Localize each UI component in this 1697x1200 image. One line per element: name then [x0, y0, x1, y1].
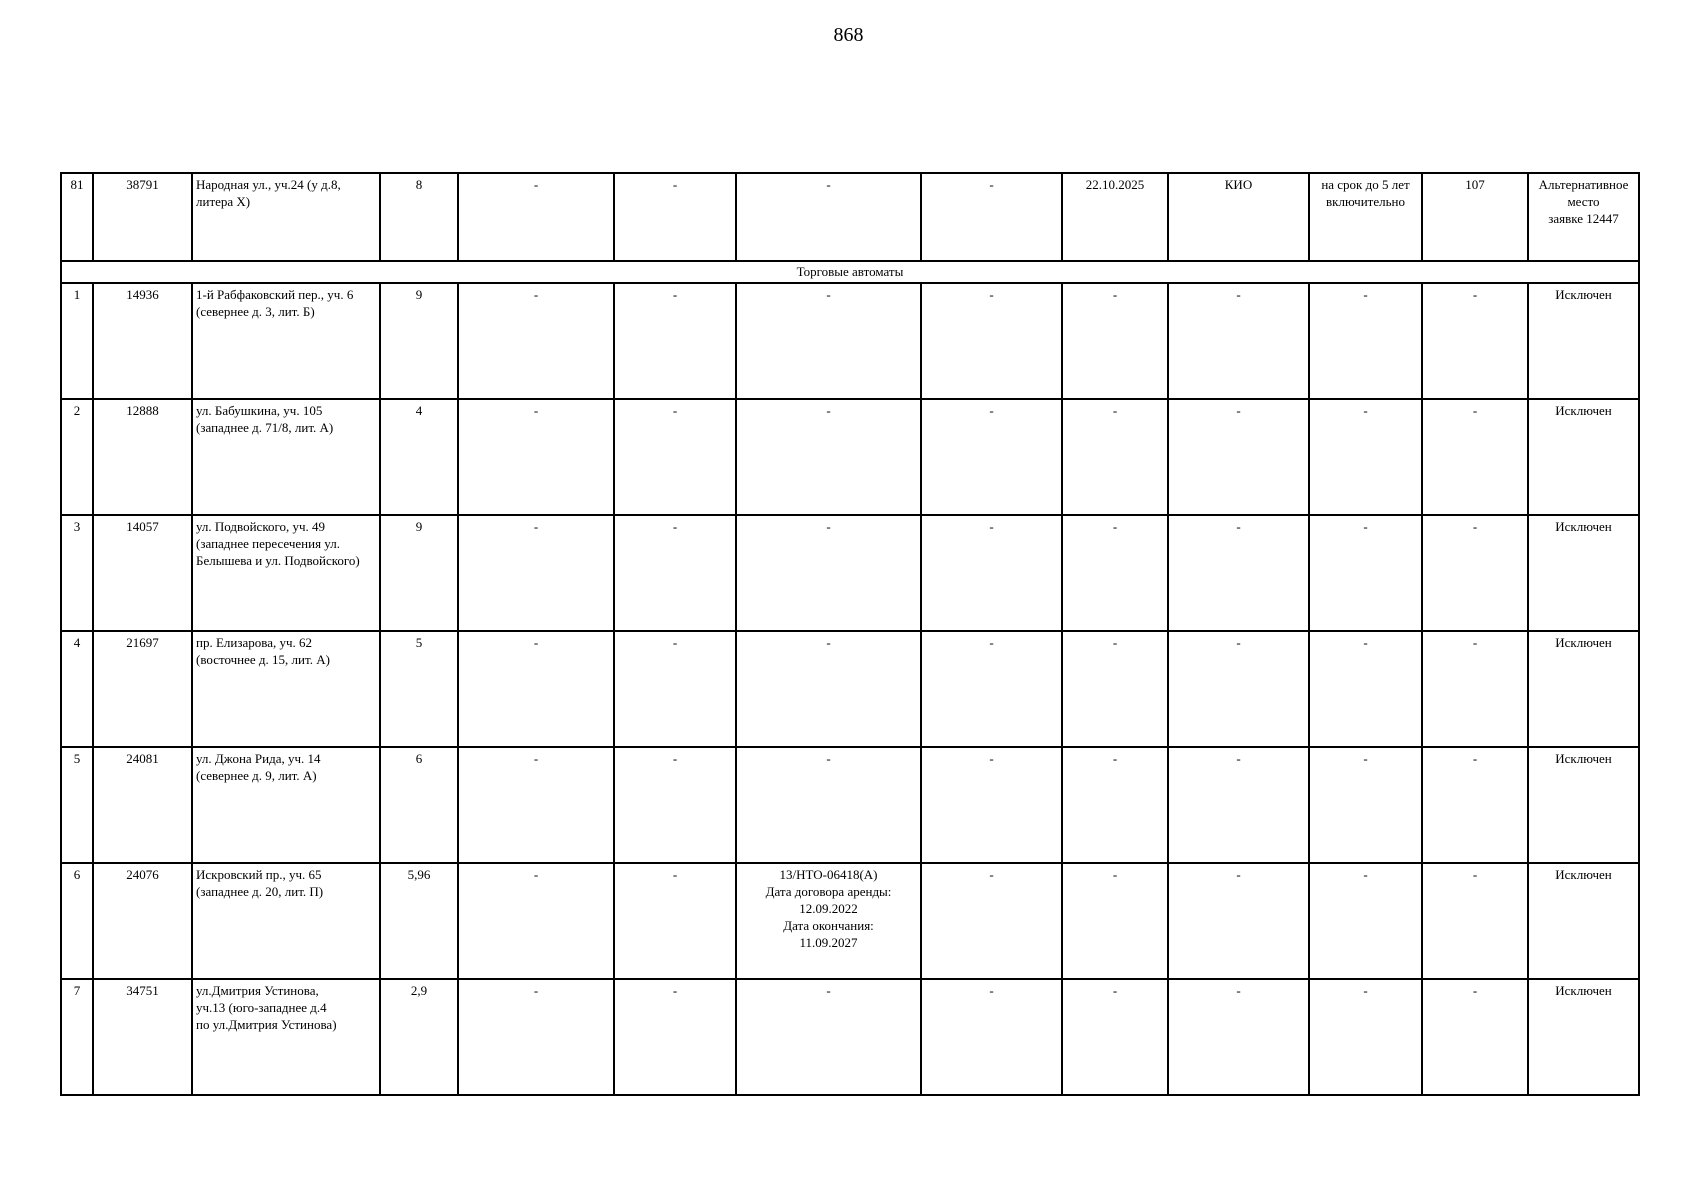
status-cell: Альтернативное место заявке 12447	[1528, 173, 1639, 261]
date-cell: -	[1062, 979, 1168, 1095]
term-cell: -	[1309, 515, 1422, 631]
num-cell: 1	[61, 283, 93, 399]
authority-cell: -	[1168, 399, 1309, 515]
status-cell: Исключен	[1528, 863, 1639, 979]
col8-cell: -	[921, 863, 1062, 979]
status-cell: Исключен	[1528, 399, 1639, 515]
status-cell: Исключен	[1528, 747, 1639, 863]
col6-cell: -	[614, 173, 736, 261]
table-row	[61, 283, 1639, 399]
term-cell: -	[1309, 863, 1422, 979]
area-cell: 5	[380, 631, 458, 747]
col6-cell: -	[614, 515, 736, 631]
col6-cell: -	[614, 283, 736, 399]
date-cell: -	[1062, 747, 1168, 863]
table-row	[61, 399, 1639, 515]
register-table-body	[61, 173, 1639, 1095]
table-row	[61, 631, 1639, 747]
contract-cell: -	[736, 979, 921, 1095]
date-cell: -	[1062, 399, 1168, 515]
status-cell: Исключен	[1528, 515, 1639, 631]
id-cell: 12888	[93, 399, 192, 515]
term-cell: -	[1309, 283, 1422, 399]
status-cell: Исключен	[1528, 979, 1639, 1095]
area-cell: 9	[380, 283, 458, 399]
num-cell: 3	[61, 515, 93, 631]
col5-cell: -	[458, 747, 614, 863]
authority-cell: КИО	[1168, 173, 1309, 261]
id-cell: 21697	[93, 631, 192, 747]
address-cell: ул. Бабушкина, уч. 105 (западнее д. 71/8, лит. А)	[192, 399, 380, 515]
id-cell: 14057	[93, 515, 192, 631]
authority-cell: -	[1168, 515, 1309, 631]
num-cell: 2	[61, 399, 93, 515]
date-cell: -	[1062, 283, 1168, 399]
date-cell: -	[1062, 515, 1168, 631]
date-cell: -	[1062, 863, 1168, 979]
id-cell: 24076	[93, 863, 192, 979]
count-cell: -	[1422, 283, 1528, 399]
count-cell: -	[1422, 863, 1528, 979]
col5-cell: -	[458, 979, 614, 1095]
col6-cell: -	[614, 747, 736, 863]
col5-cell: -	[458, 399, 614, 515]
col8-cell: -	[921, 631, 1062, 747]
num-cell: 6	[61, 863, 93, 979]
page-number: 868	[833, 24, 864, 46]
col5-cell: -	[458, 631, 614, 747]
address-cell: пр. Елизарова, уч. 62 (восточнее д. 15, лит. А)	[192, 631, 380, 747]
num-cell: 4	[61, 631, 93, 747]
authority-cell: -	[1168, 283, 1309, 399]
col6-cell: -	[614, 631, 736, 747]
table-row	[61, 979, 1639, 1095]
id-cell: 34751	[93, 979, 192, 1095]
address-cell: Народная ул., уч.24 (у д.8, литера Х)	[192, 173, 380, 261]
table-row	[61, 747, 1639, 863]
col8-cell: -	[921, 515, 1062, 631]
contract-cell: -	[736, 515, 921, 631]
count-cell: 107	[1422, 173, 1528, 261]
contract-cell: -	[736, 399, 921, 515]
count-cell: -	[1422, 747, 1528, 863]
col8-cell: -	[921, 173, 1062, 261]
count-cell: -	[1422, 631, 1528, 747]
col5-cell: -	[458, 515, 614, 631]
col8-cell: -	[921, 283, 1062, 399]
table-row	[61, 863, 1639, 979]
col5-cell: -	[458, 283, 614, 399]
section-title: Торговые автоматы	[61, 261, 1639, 283]
status-cell: Исключен	[1528, 283, 1639, 399]
contract-cell: -	[736, 631, 921, 747]
term-cell: -	[1309, 747, 1422, 863]
table-row	[61, 515, 1639, 631]
area-cell: 9	[380, 515, 458, 631]
area-cell: 4	[380, 399, 458, 515]
col5-cell: -	[458, 863, 614, 979]
count-cell: -	[1422, 979, 1528, 1095]
area-cell: 6	[380, 747, 458, 863]
contract-cell: -	[736, 283, 921, 399]
num-cell: 81	[61, 173, 93, 261]
address-cell: ул.Дмитрия Устинова, уч.13 (юго-западнее д.4 по ул.Дмитрия Устинова)	[192, 979, 380, 1095]
address-cell: Искровский пр., уч. 65 (западнее д. 20, лит. П)	[192, 863, 380, 979]
col6-cell: -	[614, 979, 736, 1095]
authority-cell: -	[1168, 631, 1309, 747]
contract-cell: 13/НТО-06418(А) Дата договора аренды: 12.09.2022 Дата окончания: 11.09.2027	[736, 863, 921, 979]
area-cell: 8	[380, 173, 458, 261]
authority-cell: -	[1168, 747, 1309, 863]
term-cell: -	[1309, 631, 1422, 747]
address-cell: ул. Джона Рида, уч. 14 (севернее д. 9, лит. А)	[192, 747, 380, 863]
id-cell: 14936	[93, 283, 192, 399]
count-cell: -	[1422, 399, 1528, 515]
authority-cell: -	[1168, 863, 1309, 979]
col6-cell: -	[614, 863, 736, 979]
term-cell: на срок до 5 лет включительно	[1309, 173, 1422, 261]
date-cell: -	[1062, 631, 1168, 747]
address-cell: 1-й Рабфаковский пер., уч. 6 (севернее д. 3, лит. Б)	[192, 283, 380, 399]
id-cell: 24081	[93, 747, 192, 863]
area-cell: 5,96	[380, 863, 458, 979]
col6-cell: -	[614, 399, 736, 515]
count-cell: -	[1422, 515, 1528, 631]
section-row	[61, 261, 1639, 283]
area-cell: 2,9	[380, 979, 458, 1095]
contract-cell: -	[736, 173, 921, 261]
address-cell: ул. Подвойского, уч. 49 (западнее пересечения ул. Белышева и ул. Подвойского)	[192, 515, 380, 631]
table-row	[61, 173, 1639, 261]
num-cell: 5	[61, 747, 93, 863]
authority-cell: -	[1168, 979, 1309, 1095]
col8-cell: -	[921, 747, 1062, 863]
col8-cell: -	[921, 979, 1062, 1095]
id-cell: 38791	[93, 173, 192, 261]
col5-cell: -	[458, 173, 614, 261]
term-cell: -	[1309, 979, 1422, 1095]
date-cell: 22.10.2025	[1062, 173, 1168, 261]
register-table	[60, 172, 1640, 1096]
contract-cell: -	[736, 747, 921, 863]
col8-cell: -	[921, 399, 1062, 515]
term-cell: -	[1309, 399, 1422, 515]
status-cell: Исключен	[1528, 631, 1639, 747]
num-cell: 7	[61, 979, 93, 1095]
